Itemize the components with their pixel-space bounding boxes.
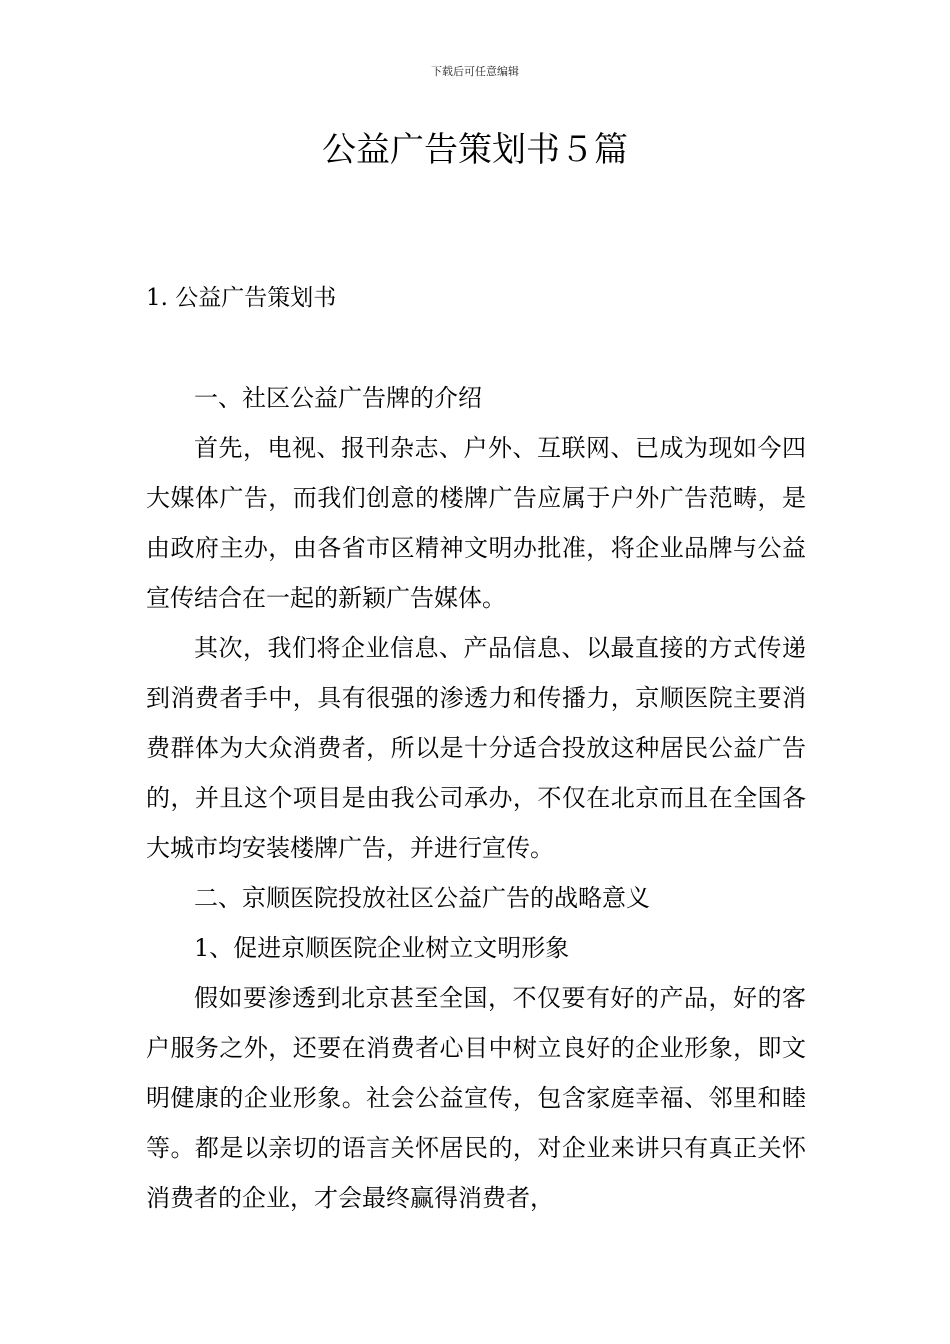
subheading-strategy: 二、京顺医院投放社区公益广告的战略意义 [194, 884, 650, 912]
paragraph-first: 首先，电视、报刊杂志、户外、互联网、已成为现如今四大媒体广告，而我们创意的楼牌广告应属于户外广告范畴，是由政府主办，由各省市区精神文明办批准，将企业品牌与公益宣传结合在一起的新颖广告媒体。 [146, 434, 806, 612]
paragraph-third: 假如要渗透到北京甚至全国，不仅要有好的产品，好的客户服务之外，还要在消费者心目中树立良好的企业形象，即文明健康的企业形象。社会公益宣传，包含家庭幸福、邻里和睦等。都是以亲切的语言关怀居民的，对企业来讲只有真正关怀消费者的企业，才会最终赢得消费者， [146, 984, 806, 1212]
paragraph-second: 其次，我们将企业信息、产品信息、以最直接的方式传递到消费者手中，具有很强的渗透力和传播力，京顺医院主要消费群体为大众消费者，所以是十分适合投放这种居民公益广告的，并且这个项目是由我公司承办，不仅在北京而且在全国各大城市均安装楼牌广告，并进行宣传。 [146, 634, 806, 862]
subheading-introduction: 一、社区公益广告牌的介绍 [194, 384, 482, 412]
header-note: 下载后可任意编辑 [431, 65, 519, 78]
body-text [146, 373, 806, 1223]
subheading-image: 1、促进京顺医院企业树立文明形象 [194, 934, 570, 962]
section-heading: 1. 公益广告策划书 [146, 285, 337, 311]
document-title: 公益广告策划书５篇 [322, 130, 628, 170]
